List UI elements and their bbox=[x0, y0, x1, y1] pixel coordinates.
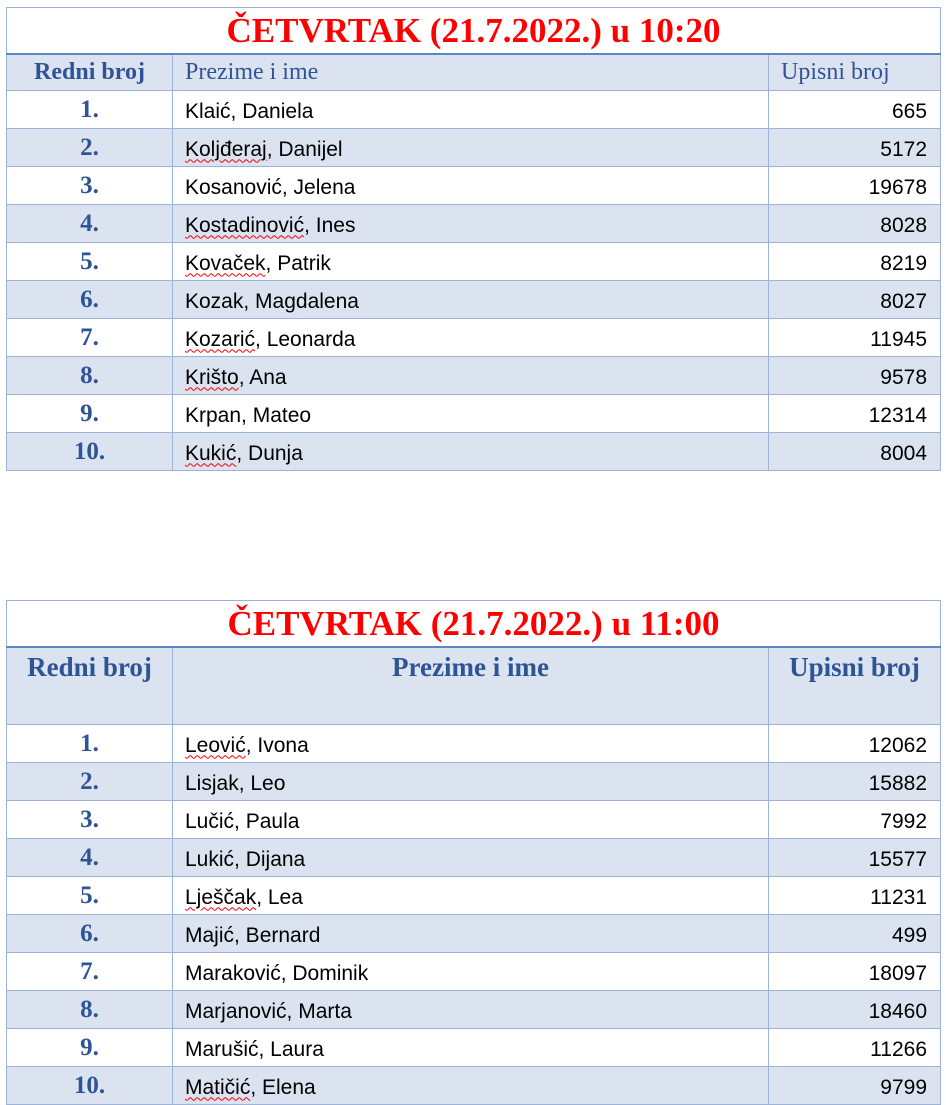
row-number: 5. bbox=[7, 877, 173, 915]
student-given-name: , Leonarda bbox=[255, 327, 356, 351]
row-number: 2. bbox=[7, 129, 173, 167]
student-name bbox=[173, 763, 769, 801]
student-given-name: , Dunja bbox=[236, 441, 303, 465]
header-row bbox=[7, 54, 941, 91]
student-surname: Majić bbox=[185, 923, 235, 947]
student-surname: Klaić bbox=[185, 99, 231, 123]
student-name bbox=[173, 801, 769, 839]
student-name bbox=[173, 205, 769, 243]
enrollment-number: 15882 bbox=[769, 763, 941, 801]
header-redni-broj: Redni broj bbox=[7, 54, 173, 91]
student-name bbox=[173, 129, 769, 167]
row-number: 8. bbox=[7, 357, 173, 395]
student-given-name: , Leo bbox=[238, 771, 286, 795]
header-prezime-i-ime: Prezime i ime bbox=[173, 647, 769, 725]
student-surname: Matičić bbox=[185, 1075, 251, 1099]
enrollment-number: 11945 bbox=[769, 319, 941, 357]
student-surname: Lukić bbox=[185, 847, 235, 871]
student-given-name: , Jelena bbox=[281, 175, 356, 199]
schedule-table-2 bbox=[6, 600, 941, 1105]
header-upisni-broj: Upisni broj bbox=[769, 54, 941, 91]
student-surname: Lješčak bbox=[185, 885, 257, 909]
row-number: 4. bbox=[7, 839, 173, 877]
student-surname: Kovaček bbox=[185, 251, 266, 275]
row-number: 10. bbox=[7, 433, 173, 471]
student-name bbox=[173, 991, 769, 1029]
student-surname: Kukić bbox=[185, 441, 237, 465]
student-name bbox=[173, 91, 769, 129]
table-title: ČETVRTAK (21.7.2022.) u 11:00 bbox=[7, 601, 941, 648]
table-row bbox=[7, 725, 941, 763]
enrollment-number: 11266 bbox=[769, 1029, 941, 1067]
row-number: 9. bbox=[7, 395, 173, 433]
row-number: 10. bbox=[7, 1067, 173, 1105]
row-number: 2. bbox=[7, 763, 173, 801]
table-row bbox=[7, 243, 941, 281]
enrollment-number: 15577 bbox=[769, 839, 941, 877]
student-given-name: , Ines bbox=[304, 213, 356, 237]
student-surname: Lučić bbox=[185, 809, 235, 833]
table-row bbox=[7, 281, 941, 319]
student-name bbox=[173, 953, 769, 991]
row-number: 7. bbox=[7, 953, 173, 991]
student-name bbox=[173, 243, 769, 281]
student-given-name: , Paula bbox=[234, 809, 300, 833]
student-name bbox=[173, 433, 769, 471]
student-name bbox=[173, 395, 769, 433]
student-given-name: , Danijel bbox=[266, 137, 343, 161]
table-title: ČETVRTAK (21.7.2022.) u 10:20 bbox=[7, 8, 941, 55]
student-given-name: , Marta bbox=[286, 999, 352, 1023]
table-row bbox=[7, 991, 941, 1029]
student-surname: Kozarić bbox=[185, 327, 256, 351]
table-row bbox=[7, 129, 941, 167]
row-number: 9. bbox=[7, 1029, 173, 1067]
student-given-name: , Ivona bbox=[245, 733, 309, 757]
student-name bbox=[173, 839, 769, 877]
header-prezime-i-ime: Prezime i ime bbox=[173, 54, 769, 91]
enrollment-number: 18460 bbox=[769, 991, 941, 1029]
table-row bbox=[7, 763, 941, 801]
table-row bbox=[7, 319, 941, 357]
row-number: 5. bbox=[7, 243, 173, 281]
student-surname: Marjanović bbox=[185, 999, 287, 1023]
enrollment-number: 12062 bbox=[769, 725, 941, 763]
enrollment-number: 19678 bbox=[769, 167, 941, 205]
student-name bbox=[173, 915, 769, 953]
student-given-name: , Patrik bbox=[265, 251, 331, 275]
table-row bbox=[7, 91, 941, 129]
table-row bbox=[7, 205, 941, 243]
table-row bbox=[7, 357, 941, 395]
student-name bbox=[173, 725, 769, 763]
student-name bbox=[173, 167, 769, 205]
enrollment-number: 8219 bbox=[769, 243, 941, 281]
header-row bbox=[7, 647, 941, 725]
table-row bbox=[7, 839, 941, 877]
student-name bbox=[173, 281, 769, 319]
student-given-name: , Ana bbox=[238, 365, 287, 389]
table-row bbox=[7, 433, 941, 471]
student-given-name: , Dijana bbox=[234, 847, 306, 871]
row-number: 4. bbox=[7, 205, 173, 243]
student-name bbox=[173, 357, 769, 395]
student-given-name: , Bernard bbox=[234, 923, 321, 947]
row-number: 1. bbox=[7, 91, 173, 129]
student-surname: Krišto bbox=[185, 365, 239, 389]
table-row bbox=[7, 877, 941, 915]
student-surname: Leović bbox=[185, 733, 246, 757]
enrollment-number: 665 bbox=[769, 91, 941, 129]
table-row bbox=[7, 1029, 941, 1067]
student-surname: Kosanović bbox=[185, 175, 282, 199]
student-given-name: , Elena bbox=[250, 1075, 316, 1099]
table-row bbox=[7, 167, 941, 205]
table-row bbox=[7, 915, 941, 953]
enrollment-number: 12314 bbox=[769, 395, 941, 433]
enrollment-number: 5172 bbox=[769, 129, 941, 167]
table-row bbox=[7, 395, 941, 433]
schedule-table-1 bbox=[6, 7, 941, 471]
enrollment-number: 11231 bbox=[769, 877, 941, 915]
enrollment-number: 8028 bbox=[769, 205, 941, 243]
row-number: 3. bbox=[7, 801, 173, 839]
student-surname: Lisjak bbox=[185, 771, 239, 795]
table-body bbox=[7, 91, 941, 471]
enrollment-number: 9578 bbox=[769, 357, 941, 395]
header-redni-broj: Redni broj bbox=[7, 647, 173, 725]
student-surname: Maraković bbox=[185, 961, 281, 985]
row-number: 3. bbox=[7, 167, 173, 205]
student-surname: Kostadinović bbox=[185, 213, 305, 237]
student-surname: Krpan bbox=[185, 403, 242, 427]
student-name bbox=[173, 877, 769, 915]
table-row bbox=[7, 801, 941, 839]
header-upisni-broj: Upisni broj bbox=[769, 647, 941, 725]
enrollment-number: 499 bbox=[769, 915, 941, 953]
student-surname: Kozak bbox=[185, 289, 244, 313]
student-given-name: , Magdalena bbox=[243, 289, 359, 313]
enrollment-number: 9799 bbox=[769, 1067, 941, 1105]
enrollment-number: 8004 bbox=[769, 433, 941, 471]
student-given-name: , Dominik bbox=[280, 961, 369, 985]
student-name bbox=[173, 1029, 769, 1067]
student-given-name: , Mateo bbox=[241, 403, 312, 427]
row-number: 8. bbox=[7, 991, 173, 1029]
student-surname: Marušić bbox=[185, 1037, 259, 1061]
student-given-name: , Lea bbox=[256, 885, 303, 909]
student-surname: Koljđeraj bbox=[185, 137, 267, 161]
table-row bbox=[7, 953, 941, 991]
student-given-name: , Daniela bbox=[230, 99, 314, 123]
row-number: 1. bbox=[7, 725, 173, 763]
table-body bbox=[7, 725, 941, 1105]
enrollment-number: 7992 bbox=[769, 801, 941, 839]
row-number: 7. bbox=[7, 319, 173, 357]
row-number: 6. bbox=[7, 281, 173, 319]
student-given-name: , Laura bbox=[258, 1037, 324, 1061]
enrollment-number: 8027 bbox=[769, 281, 941, 319]
enrollment-number: 18097 bbox=[769, 953, 941, 991]
student-name bbox=[173, 319, 769, 357]
row-number: 6. bbox=[7, 915, 173, 953]
